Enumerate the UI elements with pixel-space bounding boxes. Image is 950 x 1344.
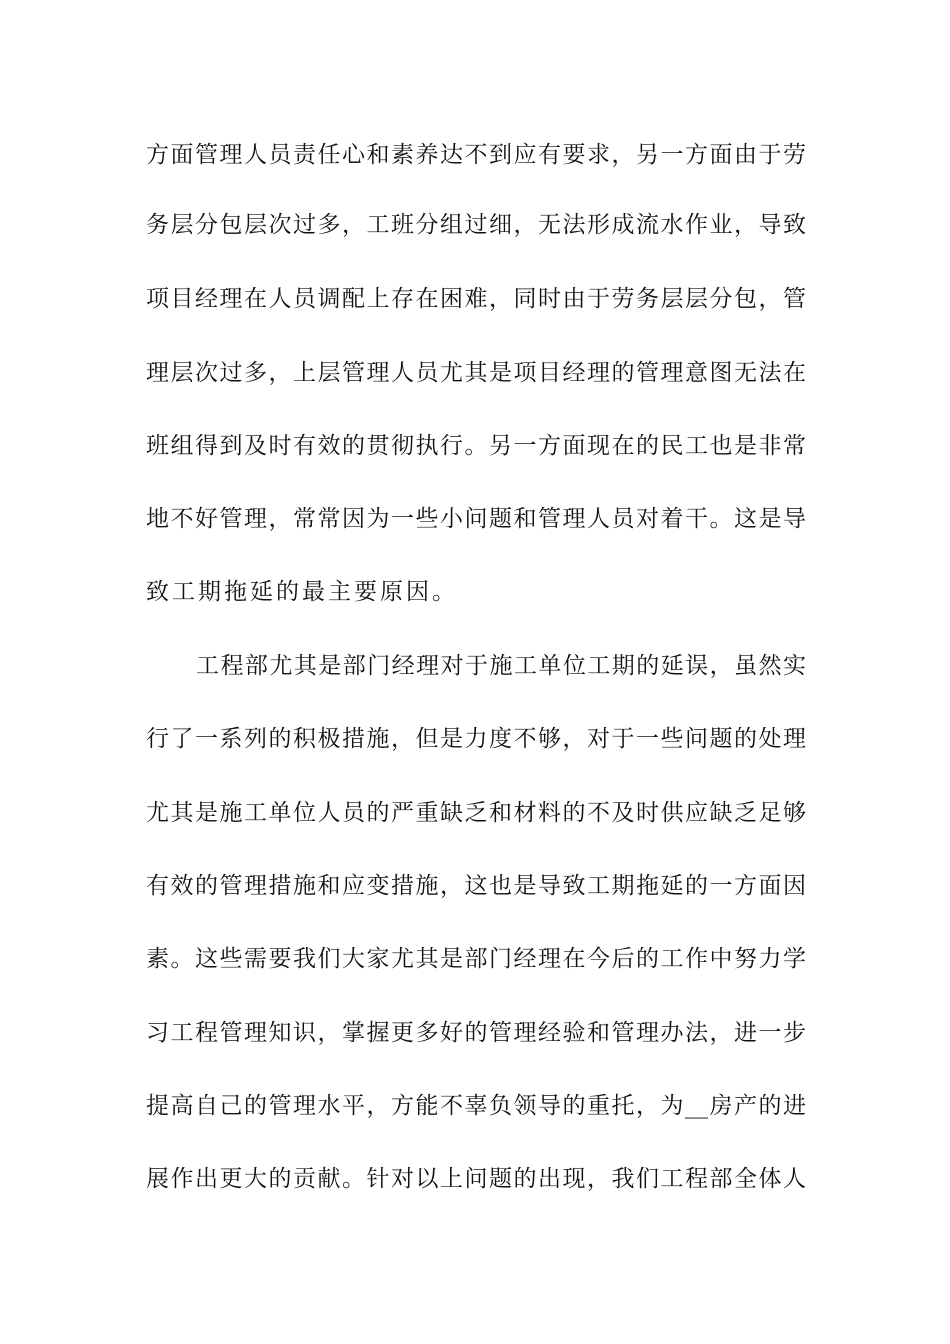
- paragraph-2-line-3: 尤其是施工单位人员的严重缺乏和材料的不及时供应缺乏足够: [146, 800, 806, 826]
- paragraph-2-line-4: 有效的管理措施和应变措施，这也是导致工期拖延的一方面因: [146, 873, 806, 899]
- paragraph-1-line-4: 理层次过多，上层管理人员尤其是项目经理的管理意图无法在: [146, 360, 806, 386]
- paragraph-1-line-2: 务层分包层次过多，工班分组过细，无法形成流水作业，导致: [146, 212, 806, 238]
- paragraph-2-line-6: 习工程管理知识，掌握更多好的管理经验和管理办法，进一步: [146, 1020, 806, 1046]
- paragraph-2-line-2: 行了一系列的积极措施，但是力度不够，对于一些问题的处理: [146, 726, 806, 752]
- paragraph-1-line-1: 方面管理人员责任心和素养达不到应有要求，另一方面由于劳: [146, 142, 806, 168]
- paragraph-1-line-7: 致工期拖延的最主要原因。: [146, 579, 458, 605]
- paragraph-1-line-3: 项目经理在人员调配上存在困难，同时由于劳务层层分包，管: [146, 286, 806, 312]
- paragraph-2-line-8: 展作出更大的贡献。针对以上问题的出现，我们工程部全体人: [146, 1166, 806, 1192]
- paragraph-1-line-5: 班组得到及时有效的贯彻执行。另一方面现在的民工也是非常: [146, 433, 806, 459]
- paragraph-1-line-6: 地不好管理，常常因为一些小问题和管理人员对着干。这是导: [146, 506, 806, 532]
- paragraph-2-line-7: 提高自己的管理水平，方能不辜负领导的重托，为__房产的进: [146, 1093, 806, 1119]
- paragraph-2-line-5: 素。这些需要我们大家尤其是部门经理在今后的工作中努力学: [146, 946, 806, 972]
- paragraph-2-line-1: 工程部尤其是部门经理对于施工单位工期的延误，虽然实: [196, 653, 806, 679]
